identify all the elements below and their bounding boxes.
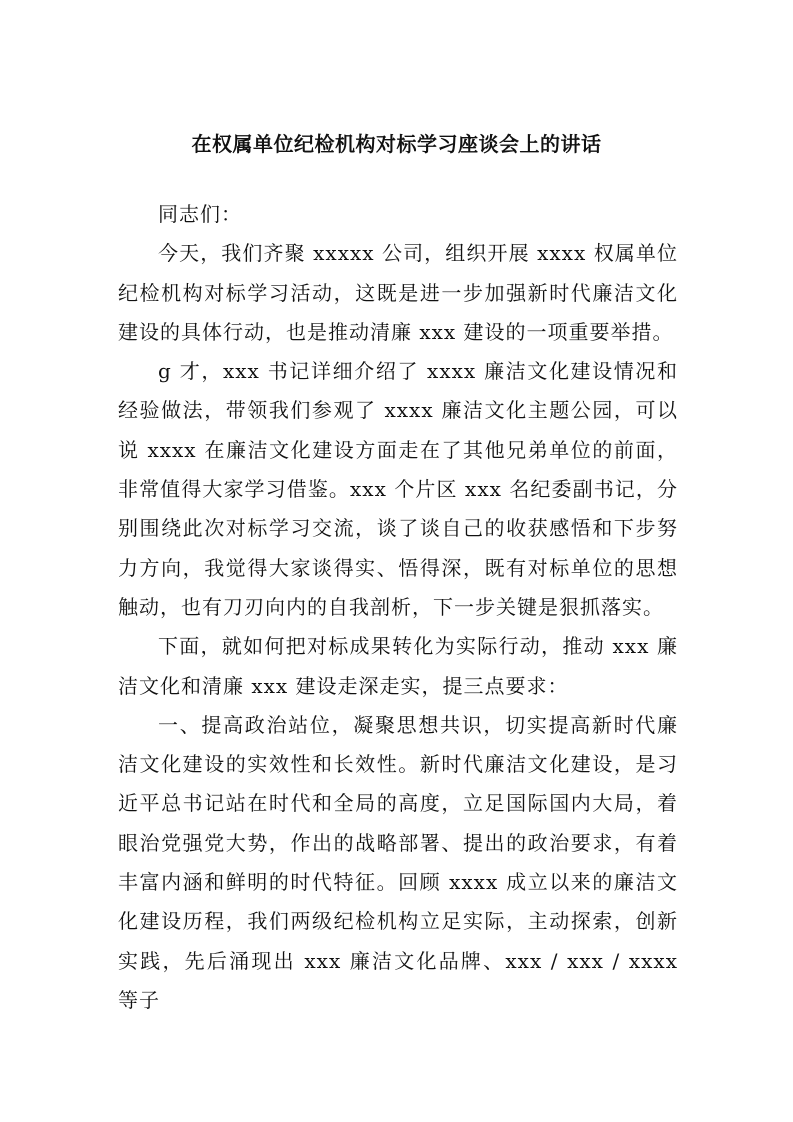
document-body (118, 195, 678, 1020)
paragraph-1: 今天，我们齐聚 xxxxx 公司，组织开展 xxxx 权属单位纪检机构对标学习活动，这既是进一步加强新时代廉洁文化建设的具体行动，也是推动清廉 xxx 建设的一项重要举措。 (118, 241, 678, 344)
document-title: 在权属单位纪检机构对标学习座谈会上的讲话 (191, 132, 602, 156)
paragraph-3: 下面，就如何把对标成果转化为实际行动，推动 xxx 廉洁文化和清廉 xxx 建设走深走实，提三点要求： (118, 634, 678, 698)
paragraph-4: 一、提高政治站位，凝聚思想共识，切实提高新时代廉洁文化建设的实效性和长效性。新时代廉洁文化建设，是习近平总书记站在时代和全局的高度，立足国际国内大局，着眼治党强党大势，作出的战略部署、提出的政治要求，有着丰富内涵和鲜明的时代特征。回顾 xxxx 成立以来的廉洁文化建设历程，我们两级纪检机构立足实际，主动探索，创新实践，先后涌现出 xxx 廉洁文化品牌、xxx / xxx / xxxx 等子 (118, 712, 678, 1012)
paragraph-2: g 才，xxx 书记详细介绍了 xxxx 廉洁文化建设情况和经验做法，带领我们参观了 xxxx 廉洁文化主题公园，可以说 xxxx 在廉洁文化建设方面走在了其他兄弟单位的前面，非常值得大家学习借鉴。xxx 个片区 xxx 名纪委副书记，分别围绕此次对标学习交流，谈了谈自己的收获感悟和下步努力方向，我觉得大家谈得实、悟得深，既有对标单位的思想触动，也有刀刃向内的自我剖析，下一步关键是狠抓落实。 (118, 359, 678, 619)
salutation: 同志们： (158, 202, 242, 226)
